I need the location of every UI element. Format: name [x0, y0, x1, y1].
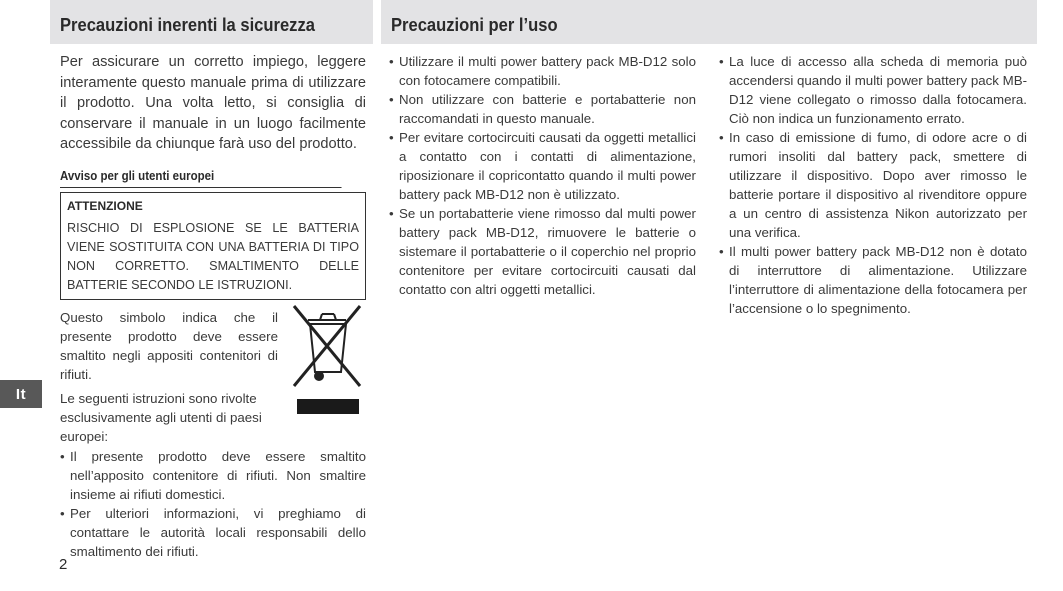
symbol-description: Questo simbolo indica che il presente prodotto deve essere smaltito negli appositi contenitori di rifiuti. [60, 309, 278, 382]
crossed-bin-icon [290, 302, 368, 420]
list-item: • La luce di accesso alla scheda di memoria può accendersi quando il multi power battery pack MB-D12 viene collegato o rimosso dalla fotocamera. Ciò non indica un funzionamento errato. [719, 52, 1027, 128]
list-item: • Per ulteriori informazioni, vi preghiamo di contattare le autorità locali responsabili dello smaltimento dei rifiuti. [60, 504, 366, 561]
list-item: • Il multi power battery pack MB-D12 non è dotato di interruttore di alimentazione. Utilizzare l’interruttore di alimentazione della fotocamera per l’accensione o lo spegnimento. [719, 242, 1027, 318]
usage-header-bar [381, 0, 1037, 44]
language-tab: It [0, 380, 42, 408]
page-number: 2 [59, 556, 68, 573]
warning-box [60, 192, 366, 300]
list-item: • Se un portabatterie viene rimosso dal multi power battery pack MB-D12, rimuovere le batterie o sistemare il portabatterie o il coperchio nel proprio contenitore per evitare cortocircuiti causati dal contatto con altri oggetti metallici. [389, 204, 696, 299]
usage-heading: Precauzioni per l’uso [391, 15, 558, 35]
disposal-bullet-list [60, 447, 366, 561]
usage-column-1 [389, 52, 696, 299]
list-item: • Per evitare cortocircuiti causati da oggetti metallici a contatto con i contatti di alimentazione, riposizionare il copricontatto quando il multi power battery pack MB-D12 non è utilizzato. [389, 128, 696, 204]
eu-notice-subheading: Avviso per gli utenti europei [60, 167, 342, 188]
safety-header-bar [50, 0, 373, 44]
intro-paragraph: Per assicurare un corretto impiego, leggere interamente questo manuale prima di utilizzare il prodotto. Una volta letto, si consiglia di conservare il manuale in un luogo facilmente accessibile da chiunque farà uso del prodotto. [60, 54, 366, 152]
usage-bullet-list-1 [389, 52, 696, 299]
list-item: • Il presente prodotto deve essere smaltito nell’apposito contenitore di rifiuti. Non smaltire insieme ai rifiuti domestici. [60, 447, 366, 504]
list-item: • Non utilizzare con batterie e portabatterie non raccomandati in questo manuale. [389, 90, 696, 128]
warning-text: RISCHIO DI ESPLOSIONE SE LE BATTERIA VIENE SOSTITUITA CON UNA BATTERIA DI TIPO NON CORRETTO. SMALTIMENTO DELLE BATTERIE SECONDO LE ISTRUZIONI. [67, 220, 359, 292]
safety-column [60, 52, 366, 561]
disposal-section [60, 308, 366, 446]
warning-title: ATTENZIONE [67, 198, 143, 213]
eu-users-text: Le seguenti istruzioni sono rivolte esclusivamente agli utenti di paesi europei: [60, 390, 262, 444]
list-item: • Utilizzare il multi power battery pack MB-D12 solo con fotocamere compatibili. [389, 52, 696, 90]
usage-column-2 [719, 52, 1027, 318]
list-item: • In caso di emissione di fumo, di odore acre o di rumori insoliti dal battery pack, smettere di utilizzare il dispositivo. Dopo aver rimosso le batterie portare il dispositivo al rivenditore oppure a un centro di assistenza Nikon autorizzato per una verifica. [719, 128, 1027, 242]
usage-bullet-list-2 [719, 52, 1027, 318]
safety-heading: Precauzioni inerenti la sicurezza [60, 15, 315, 35]
